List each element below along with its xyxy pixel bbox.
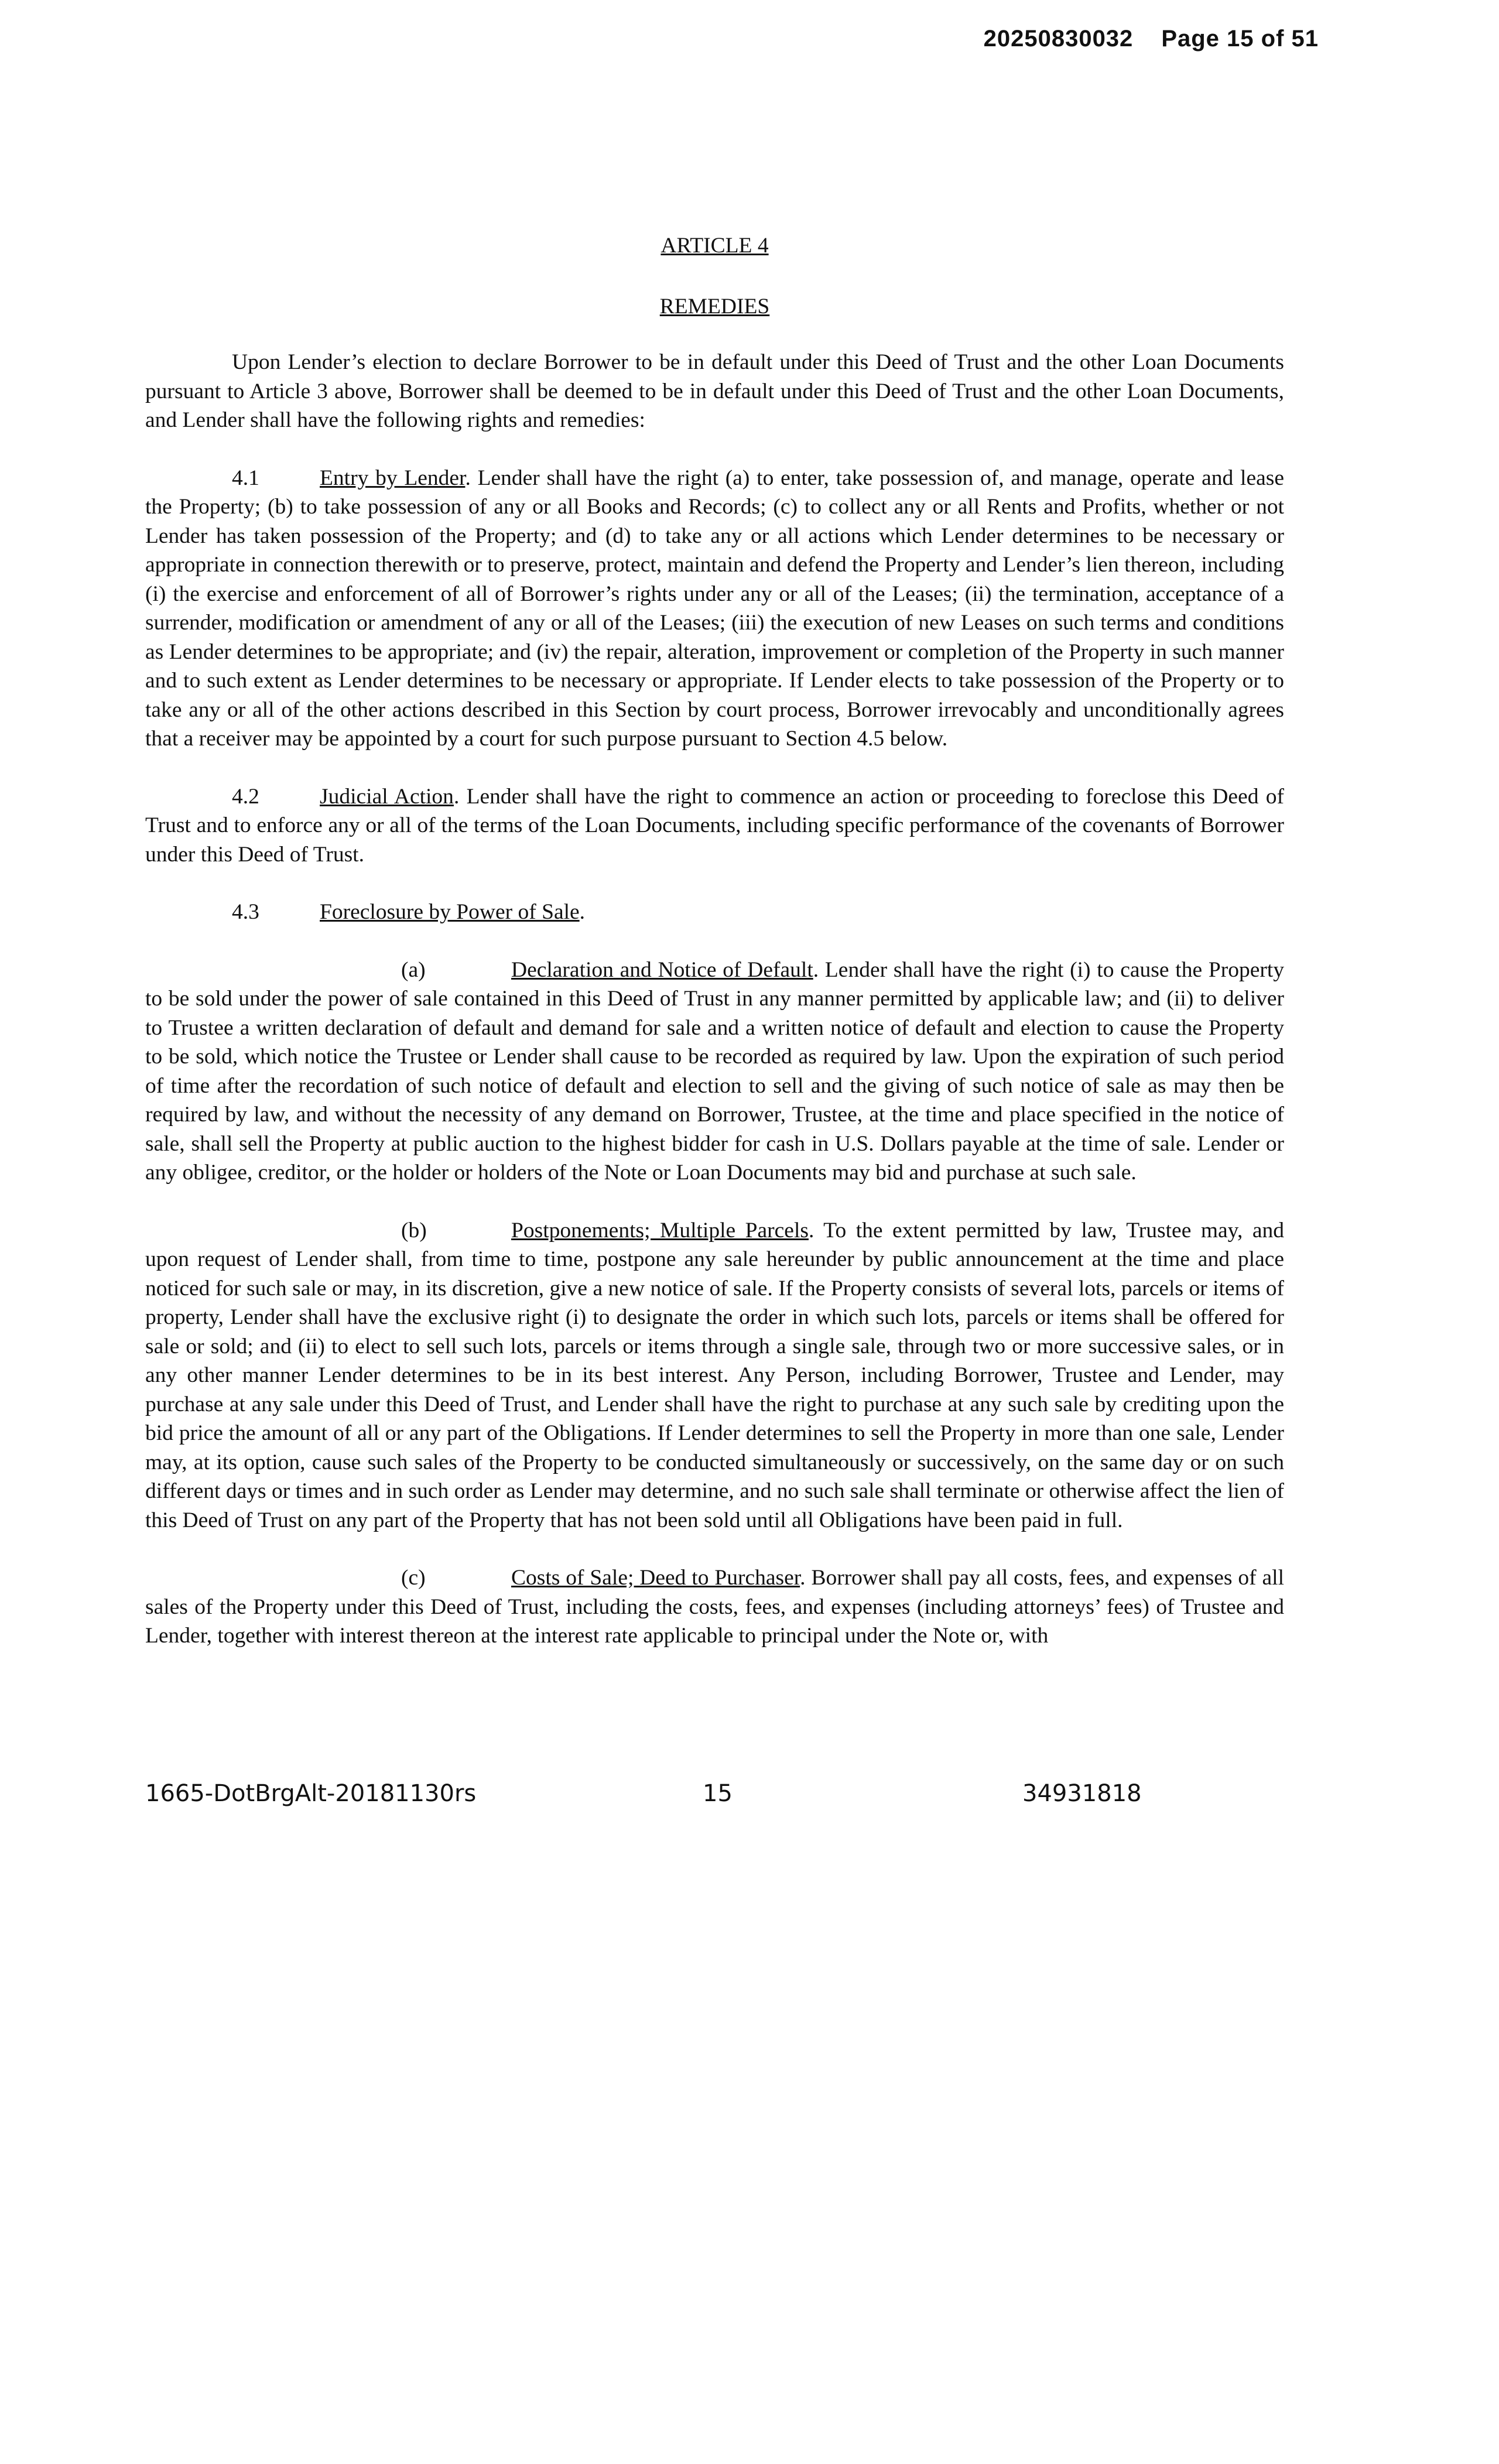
section-4-2: 4.2 Judicial Action. Lender shall have the right to commence an action or proceeding to foreclose this Deed of Trust and to enforce any or all of the terms of the Loan Documents, including specific performance of the covenants of Borrower under this Deed of Trust. [145,782,1284,870]
subsection-body: Borrower shall pay all costs, fees, and expenses of all sales of the Property under this Deed of Trust, including the costs, fees, and expenses (including attorneys’ fees) of Trustee and Lender, together with interest thereon at the interest rate applicable to principal under the Note or, with [145,1566,1285,1648]
subsection-4-3-b: (b) Postponements; Multiple Parcels. To the extent permitted by law, Trustee may, and upon request of Lender shall, from time to time, postpone any sale hereunder by public announcement at the time and place noticed for such sale or may, in its discretion, give a new notice of sale. If the Property consists of several lots, parcels or items of property, Lender shall have the exclusive right (i) to designate the order in which such lots, parcels or items shall be offered for sale or sold; and (ii) to elect to sell such lots, parcels or items through a single sale, through two or more successive sales, or in any other manner Lender determines to be in its best interest. Any Person, including Borrower, Trustee and Lender, may purchase at any sale under this Deed of Trust, and Lender shall have the right to purchase at any such sale by crediting upon the bid price the amount of all or any part of the Obligations. If Lender determines to sell the Property in more than one sale, Lender may, at its option, cause such sales of the Property to be conducted simultaneously or successively, on the same day or on such different days or times and in such order as Lender may determine, and no such sale shall terminate or otherwise affect the lien of this Deed of Trust on any part of the Property that has not been sold until all Obligations have been paid in full. [145,1216,1284,1535]
document-body [145,231,1284,1679]
section-title: Entry by Lender [320,466,466,490]
page-indicator: Page 15 of 51 [1161,26,1319,52]
article-title: REMEDIES [659,294,770,319]
section-body: Lender shall have the right (a) to enter, take possession of, and manage, operate and lease the Property; (b) to take possession of any or all Books and Records; (c) to collect any or all Rents and Profits, whether or not Lender has taken possession of the Property; and (d) to take any or all actions which Lender determines to be necessary or appropriate in connection therewith or to preserve, protect, maintain and defend the Property and Lender’s lien thereon, including (i) the exercise and enforcement of all of Borrower’s rights under any or all of the Leases; (ii) the termination, acceptance of a surrender, modification or amendment of any or all of the Leases; (iii) the execution of new Leases on such terms and conditions as Lender determines to be appropriate; and (iv) the repair, alteration, improvement or completion of the Property in such manner and to such extent as Lender determines to be necessary or appropriate. If Lender elects to take possession of the Property or to take any or all of the other actions described in this Section by court process, Borrower irrevocably and unconditionally agrees that a receiver may be appointed by a court for such purpose pursuant to Section 4.5 below. [145,466,1284,751]
section-title: Judicial Action [320,784,454,809]
subsection-title: Costs of Sale; Deed to Purchaser [511,1566,800,1590]
subsection-letter: (a) [401,957,426,982]
section-number: 4.1 [232,466,259,490]
section-4-1: 4.1 Entry by Lender. Lender shall have the right (a) to enter, take possession of, and manage, operate and lease the Property; (b) to take possession of any or all Books and Records; (c) to collect any or all Rents and Profits, whether or not Lender has taken possession of the Property; and (d) to take any or all actions which Lender determines to be necessary or appropriate in connection therewith or to preserve, protect, maintain and defend the Property and Lender’s lien thereon, including (i) the exercise and enforcement of all of Borrower’s rights under any or all of the Leases; (ii) the termination, acceptance of a surrender, modification or amendment of any or all of the Leases; (iii) the execution of new Leases on such terms and conditions as Lender determines to be appropriate; and (iv) the repair, alteration, improvement or completion of the Property in such manner and to such extent as Lender determines to be necessary or appropriate. If Lender elects to take possession of the Property or to take any or all of the other actions described in this Section by court process, Borrower irrevocably and unconditionally agrees that a receiver may be appointed by a court for such purpose pursuant to Section 4.5 below. [145,464,1284,754]
section-body: Lender shall have the right to commence an action or proceeding to foreclose this Deed of Trust and to enforce any or all of the terms of the Loan Documents, including specific performance of the covenants of Borrower under this Deed of Trust. [145,784,1285,867]
recording-stamp [984,26,1319,52]
subsection-body: Lender shall have the right (i) to cause the Property to be sold under the power of sale contained in this Deed of Trust in any manner permitted by applicable law; and (ii) to deliver to Trustee a written declaration of default and demand for sale and a written notice of default and election to cause the Property to be sold, which notice the Trustee or Lender shall cause to be recorded as required by law. Upon the expiration of such period of time after the recordation of such notice of default and election to sell and the giving of such notice of sale as may then be required by law, and without the necessity of any demand on Borrower, Trustee, at the time and place specified in the notice of sale, shall sell the Property at public auction to the highest bidder for cash in U.S. Dollars payable at the time of sale. Lender or any obligee, creditor, or the holder or holders of the Note or Loan Documents may bid and purchase at such sale. [145,957,1285,1185]
intro-paragraph: Upon Lender’s election to declare Borrower to be in default under this Deed of Trust and the other Loan Documents pursuant to Article 3 above, Borrower shall be deemed to be in default under this Deed of Trust and the other Loan Documents, and Lender shall have the following rights and remedies: [145,350,1284,432]
subsection-letter: (b) [401,1218,427,1243]
subsection-4-3-c: (c) Costs of Sale; Deed to Purchaser. Borrower shall pay all costs, fees, and expenses of all sales of the Property under this Deed of Trust, including the costs, fees, and expenses (including attorneys’ fees) of Trustee and Lender, together with interest thereon at the interest rate applicable to principal under the Note or, with [145,1563,1284,1651]
article-number: ARTICLE 4 [660,234,769,258]
footer-page-number: 15 [703,1780,733,1807]
section-number: 4.3 [232,900,259,924]
subsection-title: Declaration and Notice of Default [511,957,813,982]
subsection-title: Postponements; Multiple Parcels [511,1218,809,1243]
subsection-4-3-a: (a) Declaration and Notice of Default. Lender shall have the right (i) to cause the Property to be sold under the power of sale contained in this Deed of Trust in any manner permitted by applicable law; and (ii) to deliver to Trustee a written declaration of default and demand for sale and a written notice of default and election to cause the Property to be sold, which notice the Trustee or Lender shall cause to be recorded as required by law. Upon the expiration of such period of time after the recordation of such notice of default and election to sell and the giving of such notice of sale as may then be required by law, and without the necessity of any demand on Borrower, Trustee, at the time and place specified in the notice of sale, shall sell the Property at public auction to the highest bidder for cash in U.S. Dollars payable at the time of sale. Lender or any obligee, creditor, or the holder or holders of the Note or Loan Documents may bid and purchase at such sale. [145,956,1284,1187]
footer-reference-number: 34931818 [1022,1780,1142,1807]
subsection-body: To the extent permitted by law, Trustee may, and upon request of Lender shall, from time to time, postpone any sale hereunder by public announcement at the time and place noticed for such sale or may, in its discretion, give a new notice of sale. If the Property consists of several lots, parcels or items of property, Lender shall have the exclusive right (i) to designate the order in which such lots, parcels or items shall be offered for sale or sold; and (ii) to elect to sell such lots, parcels or items through a single sale, through two or more successive sales, or in any other manner Lender determines to be in its best interest. Any Person, including Borrower, Trustee and Lender, may purchase at any sale under this Deed of Trust, and Lender shall have the right to purchase at any such sale by crediting upon the bid price the amount of all or any part of the Obligations. If Lender determines to sell the Property in more than one sale, Lender may, at its option, cause such sales of the Property to be conducted simultaneously or successively, on the same day or on such different days or times and in such order as Lender may determine, and no such sale shall terminate or otherwise affect the lien of this Deed of Trust on any part of the Property that has not been sold until all Obligations have been paid in full. [145,1218,1284,1532]
subsection-letter: (c) [401,1566,426,1590]
footer-document-id: 1665-DotBrgAlt-20181130rs [145,1780,477,1807]
document-number: 20250830032 [983,26,1134,52]
section-title: Foreclosure by Power of Sale [320,900,580,924]
section-4-3: 4.3 Foreclosure by Power of Sale. [145,898,1284,927]
page-footer [145,1780,1285,1815]
section-number: 4.2 [232,784,259,809]
